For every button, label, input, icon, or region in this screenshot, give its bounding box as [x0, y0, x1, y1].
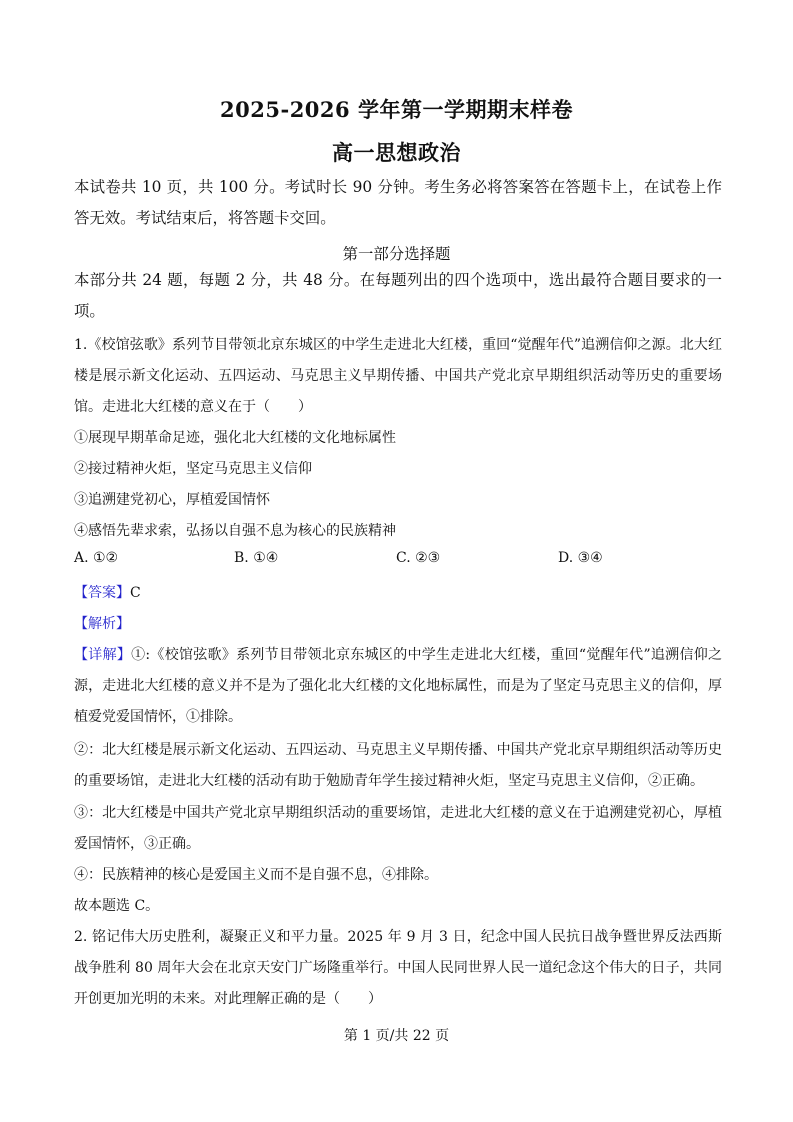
detail-tag: 【详解】 — [74, 647, 132, 663]
q1-option-d: D. ③④ — [558, 550, 603, 566]
q1-option-c: C. ②③ — [396, 550, 441, 566]
q1-analysis-tag: 【解析】 — [74, 616, 130, 632]
q1-option-a: A. ①② — [74, 550, 119, 566]
section-title: 第一部分选择题 — [342, 245, 451, 263]
q1-answer — [74, 578, 722, 609]
q1-detail-4: ④：民族精神的核心是爱国主义而不是自强不息，④排除。 — [74, 867, 438, 883]
q1-option-b: B. ①④ — [234, 550, 279, 566]
q1-conclusion: 故本题选 C。 — [74, 898, 160, 914]
q1-item-2: ②接过精神火炬，坚定马克思主义信仰 — [74, 461, 312, 477]
question-1-stem: 1.《校馆弦歌》系列节目带领北京东城区的中学生走进北大红楼，重回“觉醒年代”追溯信仰之源。北大红楼是展示新文化运动、五四运动、马克思主义早期传播、中国共产党北京早期组织活动等历史的重要场馆。走进北大红楼的意义在于（ ） — [74, 337, 722, 415]
page-footer: 第 1 页/共 22 页 — [343, 1028, 450, 1044]
exam-instructions: 本试卷共 10 页，共 100 分。考试时长 90 分钟。考生务必将答案答在答题卡上，在试卷上作答无效。考试结束后，将答题卡交回。 — [74, 178, 722, 227]
q1-item-4: ④感悟先辈求索，弘扬以自强不息为核心的民族精神 — [74, 523, 396, 539]
q1-item-1: ①展现早期革命足迹，强化北大红楼的文化地标属性 — [74, 430, 396, 446]
detail-1-text: ①:《校馆弦歌》系列节目带领北京东城区的中学生走进北大红楼，重回“觉醒年代”追溯信仰之源，走进北大红楼的意义并不是为了强化北大红楼的文化地标属性，而是为了坚定马克思主义的信仰，厚植爱党爱国情怀，①排除。 — [74, 647, 723, 725]
exam-subject: 高一思想政治 — [332, 140, 461, 165]
question-2-stem: 2. 铭记伟大历史胜利，凝聚正义和平力量。2025 年 9 月 3 日，纪念中国人民抗日战争暨世界反法西斯战争胜利 80 周年大会在北京天安门广场隆重举行。中国人民同世界人民一道纪念这个伟大的日子，共同开创更加光明的未来。对此理解正确的是（ ） — [74, 929, 722, 1007]
section-instruction: 本部分共 24 题，每题 2 分，共 48 分。在每题列出的四个选项中，选出最符合题目要求的一项。 — [74, 271, 722, 320]
q1-item-3: ③追溯建党初心，厚植爱国情怀 — [74, 492, 270, 508]
q1-detail-2: ②：北大红楼是展示新文化运动、五四运动、马克思主义早期传播、中国共产党北京早期组织活动等历史的重要场馆，走进北大红楼的活动有助于勉励青年学生接过精神火炬，坚定马克思主义信仰，②正确。 — [74, 742, 722, 789]
answer-tag: 【答案】 — [74, 585, 130, 601]
q1-detail-1 — [74, 640, 722, 733]
exam-title: 2025-2026 学年第一学期期末样卷 — [220, 97, 573, 122]
answer-value: C — [130, 585, 141, 601]
q1-detail-3: ③：北大红楼是中国共产党北京早期组织活动的重要场馆，走进北大红楼的意义在于追溯建党初心，厚植爱国情怀，③正确。 — [74, 805, 722, 852]
